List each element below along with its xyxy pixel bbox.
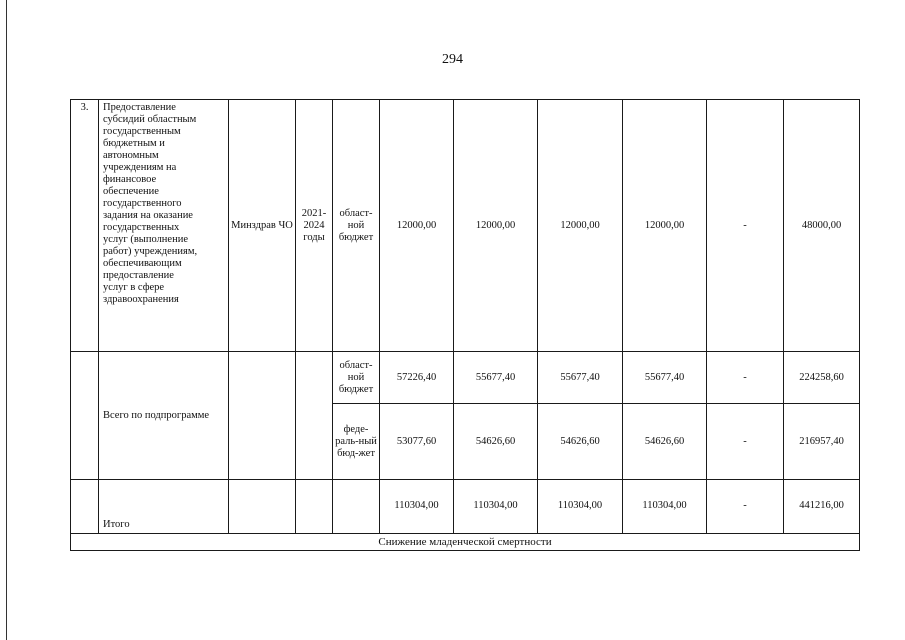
empty-cell (71, 352, 99, 480)
page-edge-line (6, 0, 7, 640)
description-line: бюджетным и (103, 138, 165, 149)
value-2021: 57226,40 (380, 352, 454, 404)
measure-description (99, 100, 229, 352)
description-line: Предоставление (103, 102, 176, 113)
empty-cell (71, 480, 99, 534)
value-2024: 12000,00 (623, 100, 707, 352)
value-2022: 54626,60 (454, 404, 538, 480)
description-line: задания на оказание (103, 210, 193, 221)
description-line: государственного (103, 198, 182, 209)
budget-source-regional: област-ной бюджет (333, 352, 380, 404)
section-heading: Снижение младенческой смертности (71, 534, 860, 551)
table-row-section-heading (71, 534, 860, 551)
value-2021: 53077,60 (380, 404, 454, 480)
empty-cell (229, 480, 296, 534)
value-2024: 110304,00 (623, 480, 707, 534)
description-line: учреждениям на (103, 162, 177, 173)
description-line: услуг (выполнение (103, 234, 188, 245)
value-total: 441216,00 (784, 480, 860, 534)
table-row-grand-total (71, 480, 860, 534)
value-2023: 12000,00 (538, 100, 623, 352)
description-line: обеспечение (103, 186, 159, 197)
empty-cell (333, 480, 380, 534)
description-line: автономным (103, 150, 159, 161)
value-2023: 110304,00 (538, 480, 623, 534)
value-dash: - (707, 404, 784, 480)
budget-source: област-ной бюджет (333, 100, 380, 352)
executor: Минздрав ЧО (229, 100, 296, 352)
description-line: обеспечивающим (103, 258, 182, 269)
budget-source-federal: феде-раль-ный бюд-жет (333, 404, 380, 480)
value-total: 48000,00 (784, 100, 860, 352)
description-line: государственных (103, 222, 180, 233)
empty-cell (229, 352, 296, 480)
empty-cell (296, 480, 333, 534)
period: 2021-2024 годы (296, 100, 333, 352)
description-line: услуг в сфере (103, 282, 165, 293)
value-total: 216957,40 (784, 404, 860, 480)
value-2024: 54626,60 (623, 404, 707, 480)
subprogram-total-label: Всего по подпрограмме (99, 352, 229, 480)
empty-cell (296, 352, 333, 480)
program-table (70, 99, 860, 551)
value-dash: - (707, 352, 784, 404)
value-2024: 55677,40 (623, 352, 707, 404)
value-2021: 12000,00 (380, 100, 454, 352)
value-2022: 12000,00 (454, 100, 538, 352)
table-row-subprogram-regional (71, 352, 860, 404)
value-2022: 110304,00 (454, 480, 538, 534)
value-2021: 110304,00 (380, 480, 454, 534)
page-number: 294 (442, 52, 463, 67)
description-line: предоставление (103, 270, 174, 281)
description-line: финансовое (103, 174, 157, 185)
description-line: работ) учреждениям, (103, 246, 198, 257)
value-2023: 54626,60 (538, 404, 623, 480)
description-line: субсидий областным (103, 114, 197, 125)
value-dash: - (707, 100, 784, 352)
row-number: 3. (71, 100, 99, 352)
description-line: государственным (103, 126, 181, 137)
value-2023: 55677,40 (538, 352, 623, 404)
description-line: здравоохранения (103, 294, 179, 305)
table-row-3 (71, 100, 860, 352)
value-2022: 55677,40 (454, 352, 538, 404)
value-total: 224258,60 (784, 352, 860, 404)
value-dash: - (707, 480, 784, 534)
grand-total-label: Итого (99, 480, 229, 534)
